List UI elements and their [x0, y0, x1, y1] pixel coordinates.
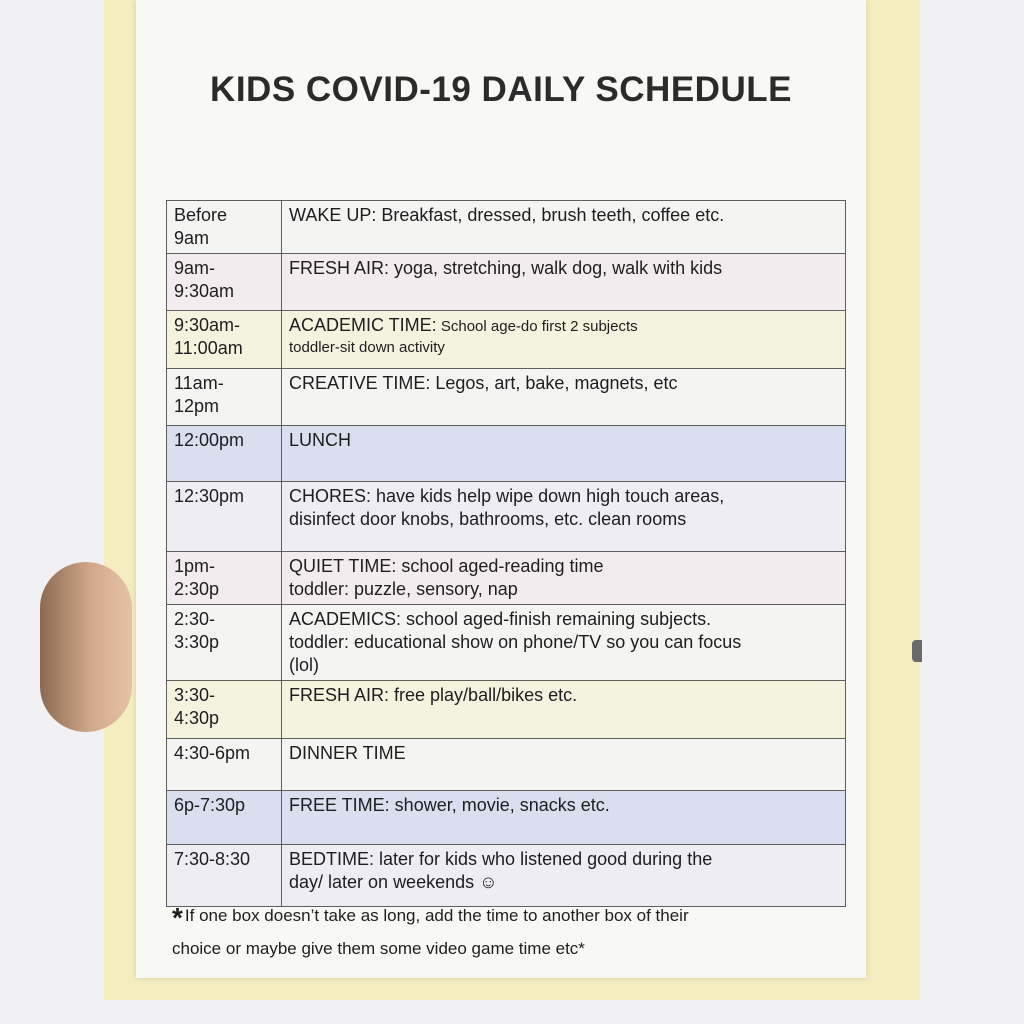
- activity-line: WAKE UP: Breakfast, dressed, brush teeth, coffee etc.: [289, 205, 725, 225]
- time-cell: [167, 426, 282, 482]
- activity-line: FRESH AIR: yoga, stretching, walk dog, walk with kids: [289, 258, 723, 278]
- time-line: 4:30p: [174, 708, 220, 728]
- activity-cell: [282, 311, 846, 369]
- time-line: 4:30-6pm: [174, 743, 251, 763]
- asterisk: *: [172, 902, 183, 933]
- schedule-row: [167, 482, 846, 552]
- time-cell: [167, 254, 282, 311]
- time-cell: [167, 201, 282, 254]
- time-line: 9:30am: [174, 281, 235, 301]
- schedule-row: [167, 845, 846, 907]
- time-line: 12:00pm: [174, 430, 245, 450]
- time-line: 6p-7:30p: [174, 795, 246, 815]
- schedule-body: [167, 201, 846, 907]
- schedule-row: [167, 739, 846, 791]
- time-line: 3:30-: [174, 685, 216, 705]
- schedule-row: [167, 369, 846, 426]
- activity-cell: [282, 845, 846, 907]
- schedule-row: [167, 254, 846, 311]
- time-cell: [167, 605, 282, 681]
- activity-cell: [282, 681, 846, 739]
- time-line: 2:30p: [174, 579, 220, 599]
- activity-cell: [282, 552, 846, 605]
- time-cell: [167, 369, 282, 426]
- activity-cell: [282, 605, 846, 681]
- activity-cell: [282, 791, 846, 845]
- background-object: [912, 640, 922, 662]
- time-line: Before: [174, 205, 228, 225]
- schedule-row: [167, 426, 846, 482]
- schedule-sheet: [136, 0, 866, 978]
- activity-cell: [282, 426, 846, 482]
- time-cell: [167, 845, 282, 907]
- activity-line: FRESH AIR: free play/ball/bikes etc.: [289, 685, 578, 705]
- time-cell: [167, 482, 282, 552]
- footnote-line-2: choice or maybe give them some video game time etc*: [172, 939, 585, 958]
- schedule-row: [167, 552, 846, 605]
- time-line: 9am: [174, 228, 210, 248]
- page-title: KIDS COVID-19 DAILY SCHEDULE: [210, 70, 792, 109]
- time-cell: [167, 791, 282, 845]
- activity-detail: School age-do first 2 subjects: [436, 318, 638, 335]
- activity-line: toddler: educational show on phone/TV so you can focus: [289, 632, 742, 652]
- time-cell: [167, 311, 282, 369]
- schedule-row: [167, 201, 846, 254]
- activity-line: day/ later on weekends ☺: [289, 872, 498, 892]
- schedule-table: [166, 200, 846, 907]
- thumb: [40, 562, 132, 732]
- schedule-row: [167, 681, 846, 739]
- activity-line: [289, 314, 838, 337]
- activity-line: CHORES: have kids help wipe down high touch areas,: [289, 486, 725, 506]
- activity-line: QUIET TIME: school aged-reading time: [289, 556, 604, 576]
- activity-line: toddler-sit down activity: [289, 339, 445, 356]
- activity-line: BEDTIME: later for kids who listened good during the: [289, 849, 713, 869]
- time-line: 9am-: [174, 258, 216, 278]
- activity-line: (lol): [289, 655, 319, 675]
- time-line: 12pm: [174, 396, 220, 416]
- schedule-row: [167, 605, 846, 681]
- time-line: 2:30-: [174, 609, 216, 629]
- time-line: 11:00am: [174, 338, 243, 358]
- activity-line: ACADEMICS: school aged-finish remaining subjects.: [289, 609, 712, 629]
- time-line: 12:30pm: [174, 486, 245, 506]
- time-cell: [167, 739, 282, 791]
- time-line: 7:30-8:30: [174, 849, 251, 869]
- time-cell: [167, 552, 282, 605]
- activity-cell: [282, 482, 846, 552]
- schedule-row: [167, 791, 846, 845]
- activity-line: disinfect door knobs, bathrooms, etc. clean rooms: [289, 509, 687, 529]
- activity-line: CREATIVE TIME: Legos, art, bake, magnets, etc: [289, 373, 678, 393]
- footnote: [172, 900, 852, 964]
- activity-line: DINNER TIME: [289, 743, 406, 763]
- footnote-line-1: If one box doesn’t take as long, add the time to another box of their: [184, 906, 689, 925]
- time-line: 11am-: [174, 373, 224, 393]
- time-line: 3:30p: [174, 632, 220, 652]
- time-cell: [167, 681, 282, 739]
- activity-cell: [282, 254, 846, 311]
- time-line: 9:30am-: [174, 315, 241, 335]
- activity-cell: [282, 201, 846, 254]
- activity-heading: ACADEMIC TIME:: [289, 315, 437, 335]
- schedule-row: [167, 311, 846, 369]
- activity-cell: [282, 369, 846, 426]
- time-line: 1pm-: [174, 556, 216, 576]
- activity-line: FREE TIME: shower, movie, snacks etc.: [289, 795, 610, 815]
- activity-line: LUNCH: [289, 430, 352, 450]
- activity-line: toddler: puzzle, sensory, nap: [289, 579, 518, 599]
- activity-cell: [282, 739, 846, 791]
